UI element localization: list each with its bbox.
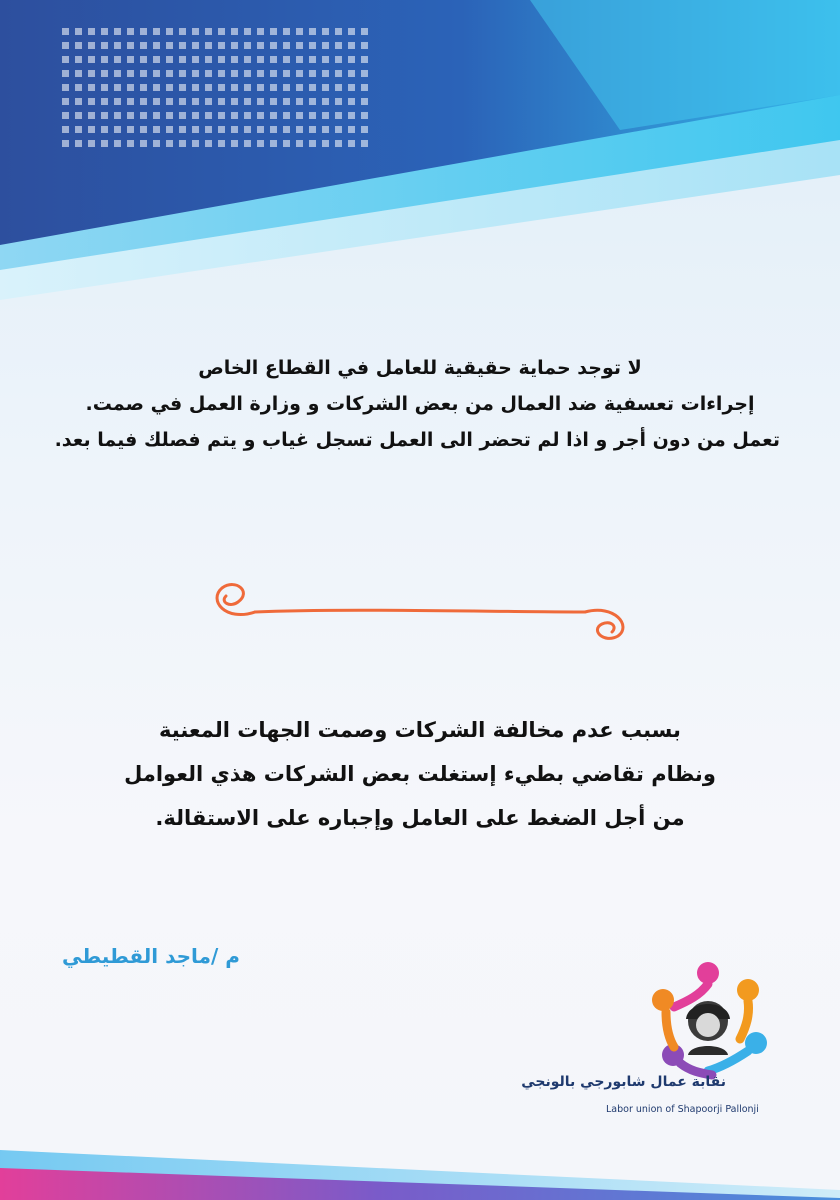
decor-dot	[88, 126, 95, 133]
decor-dot	[192, 98, 199, 105]
decor-dot	[218, 112, 225, 119]
decor-dot	[166, 70, 173, 77]
decor-dot	[75, 140, 82, 147]
decor-dot	[127, 70, 134, 77]
decor-dot	[270, 140, 277, 147]
decor-dot	[309, 112, 316, 119]
decor-dot	[114, 112, 121, 119]
decor-dot	[75, 126, 82, 133]
decor-dot	[309, 126, 316, 133]
decor-dot	[153, 126, 160, 133]
decor-dot	[101, 98, 108, 105]
decor-dot	[270, 126, 277, 133]
footer-decoration	[0, 1110, 840, 1200]
decor-dot	[335, 70, 342, 77]
decor-dot	[348, 98, 355, 105]
decor-dot	[257, 28, 264, 35]
decor-dot	[335, 126, 342, 133]
decor-dot	[257, 140, 264, 147]
decor-dot	[140, 98, 147, 105]
decor-dot	[127, 126, 134, 133]
decor-dot	[244, 56, 251, 63]
decor-dot	[231, 126, 238, 133]
decor-dot	[231, 42, 238, 49]
decor-dot	[218, 126, 225, 133]
decor-dot	[348, 70, 355, 77]
decor-dot	[153, 98, 160, 105]
decor-dot	[62, 42, 69, 49]
decor-dot	[244, 140, 251, 147]
decor-dot	[322, 56, 329, 63]
decor-dot	[88, 42, 95, 49]
paragraph-1-line: لا توجد حماية حقيقية للعامل في القطاع الخاص	[198, 357, 642, 379]
decor-dot	[361, 84, 368, 91]
decor-dot	[231, 56, 238, 63]
decor-dot	[75, 42, 82, 49]
decor-dot	[114, 140, 121, 147]
decor-dot	[166, 28, 173, 35]
decor-dot	[231, 98, 238, 105]
decor-dot	[244, 42, 251, 49]
decor-dot	[101, 70, 108, 77]
decor-dot	[166, 56, 173, 63]
decor-dot	[75, 56, 82, 63]
decor-dot	[348, 140, 355, 147]
decor-dot	[309, 70, 316, 77]
decor-dot	[283, 28, 290, 35]
decor-dot	[322, 140, 329, 147]
decor-dot	[218, 98, 225, 105]
decor-dot	[153, 140, 160, 147]
decor-dot	[127, 42, 134, 49]
decor-dot	[127, 98, 134, 105]
decor-dot	[283, 56, 290, 63]
decor-dot	[88, 84, 95, 91]
decor-dot	[244, 126, 251, 133]
decor-dot	[140, 28, 147, 35]
author-signature: م /ماجد القطيطي	[62, 944, 240, 968]
decor-dot	[205, 70, 212, 77]
decor-dot	[75, 112, 82, 119]
decor-dot	[88, 140, 95, 147]
decor-dot	[270, 42, 277, 49]
decor-dot	[257, 98, 264, 105]
decor-dot	[348, 126, 355, 133]
logo-emblem-icon	[652, 962, 767, 1075]
decor-dot	[257, 126, 264, 133]
decor-dot	[205, 56, 212, 63]
decor-dot	[192, 56, 199, 63]
decor-dot	[270, 98, 277, 105]
decor-dot	[309, 56, 316, 63]
decor-dot	[361, 126, 368, 133]
decor-dot	[75, 28, 82, 35]
decor-dot	[114, 56, 121, 63]
decor-dot	[114, 126, 121, 133]
decor-dot	[101, 84, 108, 91]
decor-dot	[62, 98, 69, 105]
decor-dot	[322, 28, 329, 35]
decor-dot	[88, 98, 95, 105]
paragraph-2-line: بسبب عدم مخالفة الشركات وصمت الجهات المعنية	[159, 718, 681, 742]
decor-dot	[179, 70, 186, 77]
decor-dot	[179, 56, 186, 63]
decor-dot	[257, 84, 264, 91]
decor-dot	[179, 140, 186, 147]
decor-dot	[140, 140, 147, 147]
decor-dot	[101, 56, 108, 63]
decor-dot	[88, 70, 95, 77]
decor-dot	[166, 98, 173, 105]
decor-dot	[75, 70, 82, 77]
decor-dot	[192, 70, 199, 77]
decor-dot	[244, 84, 251, 91]
decor-dot	[62, 56, 69, 63]
decor-dot	[179, 98, 186, 105]
decor-dot	[231, 70, 238, 77]
decor-dot	[88, 112, 95, 119]
decor-dot	[192, 42, 199, 49]
union-logo	[521, 955, 808, 1125]
decor-dot	[270, 84, 277, 91]
decor-dot	[322, 84, 329, 91]
decor-dot	[179, 42, 186, 49]
decor-dot	[244, 98, 251, 105]
decor-dot	[244, 112, 251, 119]
decor-dot	[192, 126, 199, 133]
decor-dot	[153, 112, 160, 119]
decor-dot	[361, 98, 368, 105]
decor-dot	[166, 42, 173, 49]
decor-dot	[205, 126, 212, 133]
decor-dot	[296, 42, 303, 49]
decor-dot	[231, 28, 238, 35]
decor-dot	[283, 70, 290, 77]
decor-dot	[348, 56, 355, 63]
flourish-divider	[200, 578, 640, 648]
decor-dot	[62, 70, 69, 77]
decor-dot	[101, 28, 108, 35]
decor-dot	[257, 56, 264, 63]
paragraph-2-line: ونظام تقاضي بطيء إستغلت بعض الشركات هذي العوامل	[124, 762, 716, 786]
decor-dot	[231, 140, 238, 147]
decor-dot	[101, 126, 108, 133]
decor-dot	[127, 140, 134, 147]
decor-dot	[166, 140, 173, 147]
decor-dot	[283, 42, 290, 49]
decor-dot	[348, 42, 355, 49]
decor-dot	[88, 28, 95, 35]
decor-dot	[361, 56, 368, 63]
decor-dot	[283, 98, 290, 105]
decor-dot	[322, 126, 329, 133]
decor-dot	[283, 126, 290, 133]
decor-dot	[218, 28, 225, 35]
decor-dot	[218, 140, 225, 147]
decor-dot	[140, 84, 147, 91]
decor-dot	[309, 140, 316, 147]
decor-dot	[62, 126, 69, 133]
decor-dot	[335, 56, 342, 63]
decor-dot	[140, 126, 147, 133]
decor-dot	[309, 98, 316, 105]
decor-dot	[140, 42, 147, 49]
decor-dot	[348, 84, 355, 91]
decor-dot	[361, 42, 368, 49]
decor-dot	[335, 112, 342, 119]
decor-dot	[166, 126, 173, 133]
decor-dot	[218, 70, 225, 77]
decor-dot	[153, 42, 160, 49]
decor-dot	[192, 84, 199, 91]
decor-dot	[88, 56, 95, 63]
header-decoration	[0, 0, 840, 300]
decor-dot	[335, 28, 342, 35]
decor-dot	[75, 98, 82, 105]
decor-dot	[309, 84, 316, 91]
decor-dot	[231, 112, 238, 119]
decor-dot	[101, 112, 108, 119]
decor-dot	[361, 140, 368, 147]
decor-dot	[192, 140, 199, 147]
decor-dot	[62, 28, 69, 35]
decor-dot	[296, 98, 303, 105]
paragraph-1	[54, 350, 780, 458]
decor-dot	[179, 126, 186, 133]
decor-dot	[218, 84, 225, 91]
decor-dot	[335, 140, 342, 147]
decor-dot	[140, 70, 147, 77]
decor-dot	[296, 70, 303, 77]
decor-dot	[140, 112, 147, 119]
decor-dot	[322, 98, 329, 105]
decor-dot	[309, 42, 316, 49]
decor-dot	[127, 112, 134, 119]
decor-dot	[322, 42, 329, 49]
paragraph-1-line: تعمل من دون أجر و اذا لم تحضر الى العمل تسجل غياب و يتم فصلك فيما بعد.	[54, 429, 780, 451]
decor-dot	[322, 112, 329, 119]
decor-dot	[140, 56, 147, 63]
decor-dot	[296, 126, 303, 133]
decor-dot	[348, 112, 355, 119]
decor-dot	[361, 70, 368, 77]
decor-dot	[296, 140, 303, 147]
decor-dot	[127, 84, 134, 91]
decor-dot	[257, 42, 264, 49]
decor-dot	[127, 28, 134, 35]
decor-dot	[179, 28, 186, 35]
decor-dot	[218, 42, 225, 49]
decor-dot	[270, 70, 277, 77]
decor-dot	[257, 70, 264, 77]
decor-dot	[244, 28, 251, 35]
decor-dot	[270, 112, 277, 119]
decor-dot	[114, 42, 121, 49]
decor-dot	[192, 112, 199, 119]
decor-dot	[153, 28, 160, 35]
decor-dot	[75, 84, 82, 91]
decor-dot	[361, 28, 368, 35]
decor-dot	[114, 84, 121, 91]
decor-dot	[283, 84, 290, 91]
decor-dot	[322, 70, 329, 77]
decor-dot	[62, 84, 69, 91]
paragraph-1-line: إجراءات تعسفية ضد العمال من بعض الشركات و وزارة العمل في صمت.	[85, 393, 755, 415]
decor-dot	[101, 42, 108, 49]
decor-dot	[231, 84, 238, 91]
decor-dot	[192, 28, 199, 35]
decor-dot	[101, 140, 108, 147]
paragraph-2-line: من أجل الضغط على العامل وإجباره على الاستقالة.	[155, 806, 685, 830]
decor-dot	[179, 112, 186, 119]
decor-dot	[283, 140, 290, 147]
decor-dot	[244, 70, 251, 77]
decor-dot	[127, 56, 134, 63]
decor-dot	[283, 112, 290, 119]
decor-dot	[205, 84, 212, 91]
decor-dot	[348, 28, 355, 35]
decor-dot	[335, 42, 342, 49]
decor-dot	[205, 98, 212, 105]
decor-dot	[205, 28, 212, 35]
decor-dot	[153, 70, 160, 77]
decor-dot	[62, 140, 69, 147]
logo-name-arabic: نقابة عمال شابورجي بالونجي	[521, 1074, 726, 1090]
decor-dot	[296, 28, 303, 35]
decor-dot	[218, 56, 225, 63]
decor-dot	[296, 84, 303, 91]
decor-dot	[257, 112, 264, 119]
decor-dot	[205, 42, 212, 49]
decor-dot	[114, 28, 121, 35]
decor-dot	[335, 84, 342, 91]
decor-dot	[296, 112, 303, 119]
decor-dot	[361, 112, 368, 119]
logo-name-english: Labor union of Shapoorji Pallonji	[606, 1104, 759, 1115]
decor-dot	[309, 28, 316, 35]
decor-dot	[205, 112, 212, 119]
decor-dot	[114, 70, 121, 77]
decor-dot	[114, 98, 121, 105]
decor-dot	[270, 56, 277, 63]
decor-dot	[153, 56, 160, 63]
paragraph-2	[60, 708, 780, 840]
decor-dot	[166, 84, 173, 91]
decor-dot	[166, 112, 173, 119]
decor-dot	[335, 98, 342, 105]
decor-dot	[153, 84, 160, 91]
decor-dot	[62, 112, 69, 119]
decor-dot	[205, 140, 212, 147]
decor-dot	[296, 56, 303, 63]
decor-dot	[179, 84, 186, 91]
decor-dot	[270, 28, 277, 35]
